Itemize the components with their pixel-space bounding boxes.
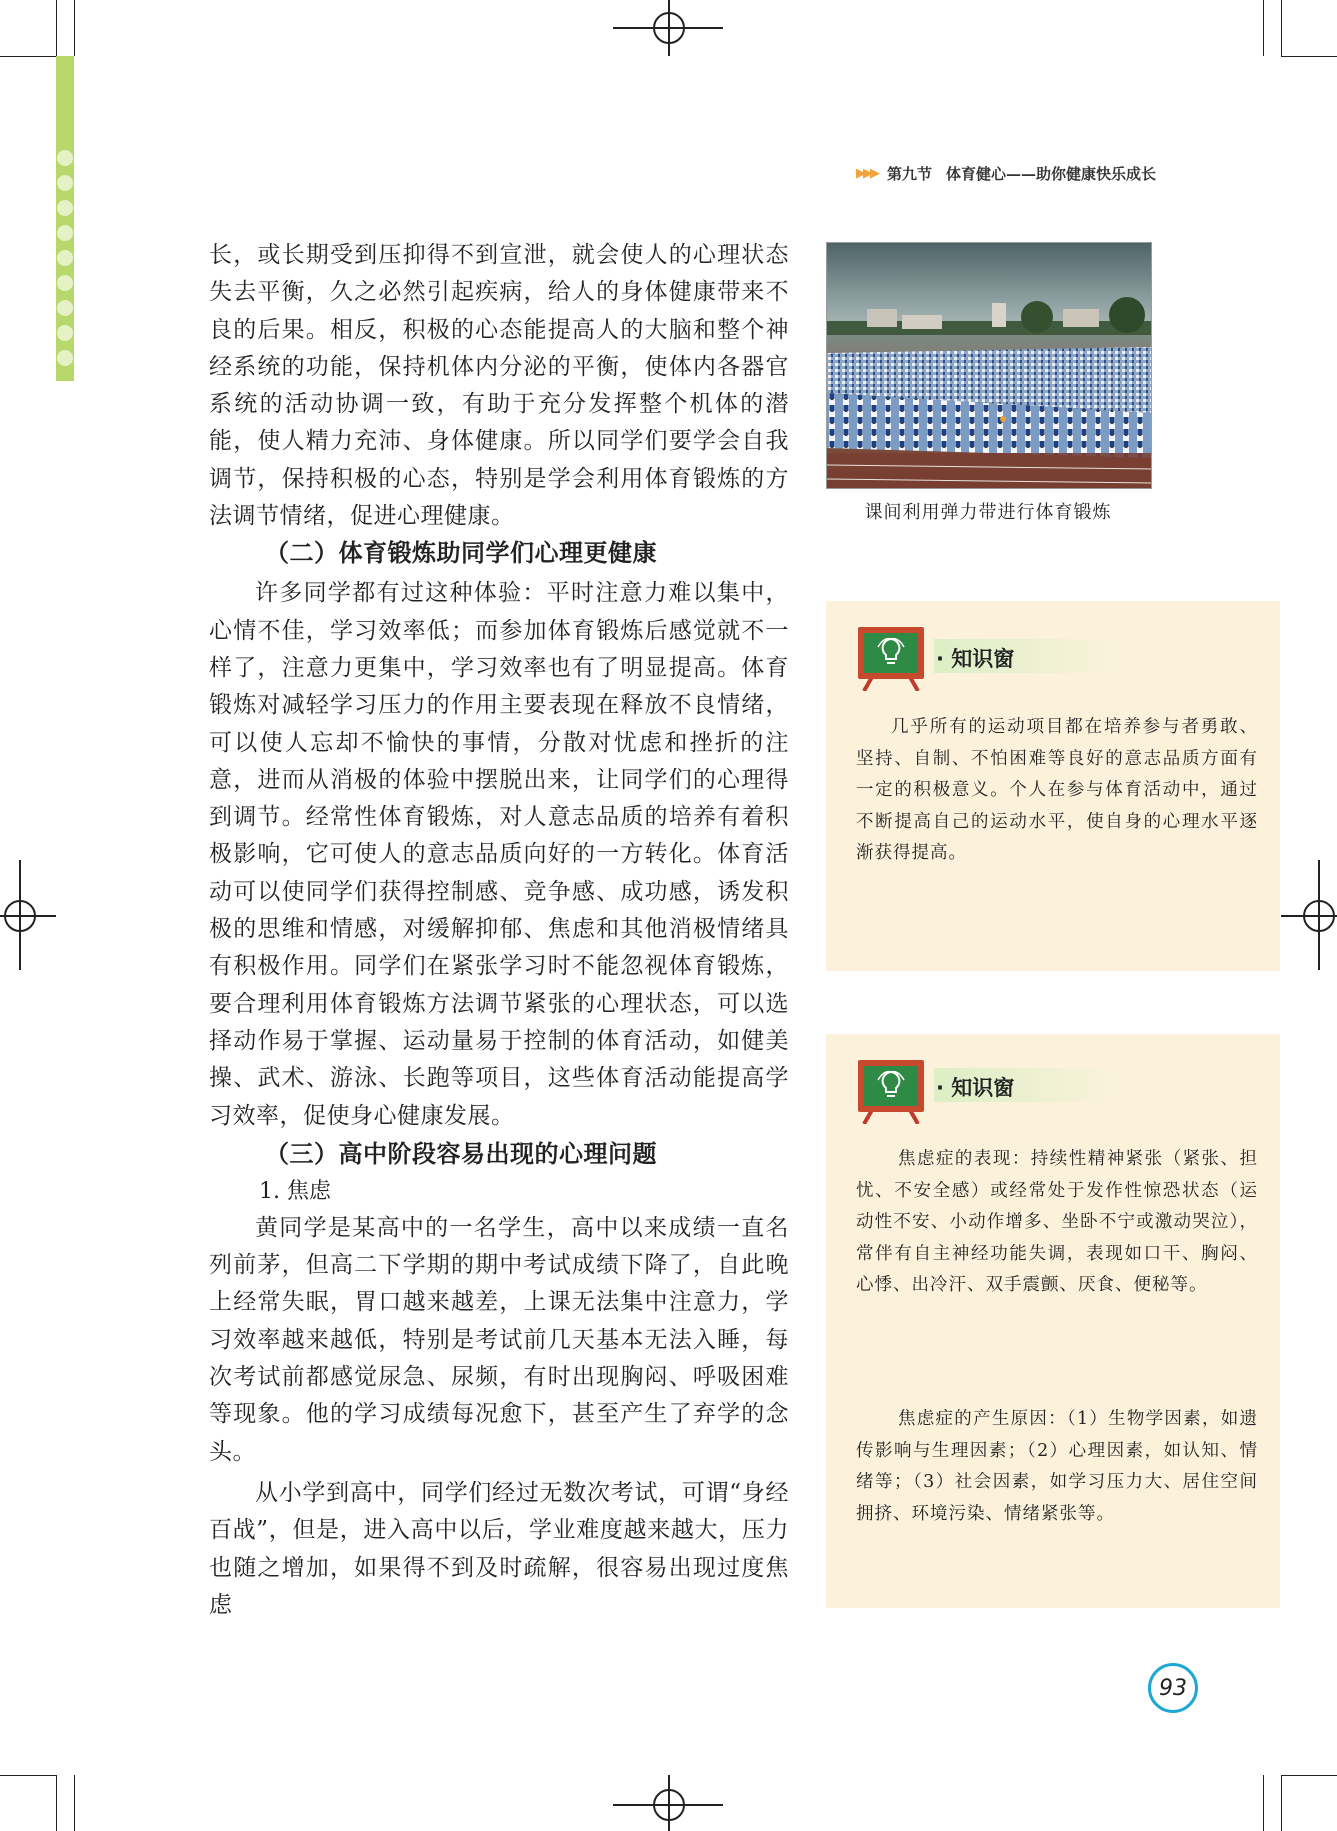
- chalkboard-lightbulb-icon: [856, 1058, 926, 1124]
- heading-3: （三）高中阶段容易出现的心理问题: [265, 1138, 657, 1168]
- paragraph-4: 从小学到高中，同学们经过无数次考试，可谓“身经百战”，但是，进入高中以后，学业难度越来越大，压力也随之增加，如果得不到及时疏解，很容易出现过度焦虑: [209, 1479, 789, 1618]
- exercise-photo: [826, 242, 1152, 489]
- paragraph-1: 长，或长期受到压抑得不到宣泄，就会使人的心理状态失去平衡，久之必然引起疾病，给人的身体健康带来不良的后果。相反，积极的心态能提高人的大脑和整个神经系统的功能，保持机体内分泌的平衡，使体内各器官系统的活动协调一致，有助于充分发挥整个机体的潜能，使人精力充沛、身体健康。所以同学们要学会自我调节，保持积极的心态，特别是学会利用体育锻炼的方法调节情绪，促进心理健康。: [209, 242, 789, 530]
- running-header: [856, 160, 1156, 186]
- knowledge-box-2: [826, 1034, 1280, 1608]
- knowledge-box-title: · 知识窗: [936, 647, 1015, 671]
- chalkboard-lightbulb-icon: [856, 625, 926, 691]
- knowledge-box-text: 几乎所有的运动项目都在培养参与者勇敢、坚持、自制、不怕困难等良好的意志品质方面有一定的积极意义。个人在参与体育活动中，通过不断提高自己的运动水平，使自身的心理水平逐渐获得提高。: [856, 717, 1258, 863]
- knowledge-box-title: · 知识窗: [936, 1076, 1015, 1100]
- section-number: 第九节: [887, 164, 933, 183]
- photo-caption: 课间利用弹力带进行体育锻炼: [864, 502, 1112, 523]
- page-number: 93: [1148, 1663, 1198, 1713]
- body-column: [209, 237, 789, 1624]
- anxiety-causes-text: 焦虑症的产生原因：（1）生物学因素，如遗传影响与生理因素；（2）心理因素，如认知、情绪等；（3）社会因素，如学习压力大、居住空间拥挤、环境污染、情绪紧张等。: [856, 1409, 1258, 1524]
- knowledge-box-1: [826, 601, 1280, 971]
- paragraph-2: 许多同学都有过这种体验：平时注意力难以集中，心情不佳，学习效率低；而参加体育锻炼后感觉就不一样了，注意力更集中，学习效率也有了明显提高。体育锻炼对减轻学习压力的作用主要表现在释放不良情绪，可以使人忘却不愉快的事情，分散对忧虑和挫折的注意，进而从消极的体验中摆脱出来，让同学们的心理得到调节。经常性体育锻炼，对人意志品质的培养有着积极影响，它可使人的意志品质向好的一方转化。体育活动可以使同学们获得控制感、竞争感、成功感，诱发积极的思维和情感，对缓解抑郁、焦虑和其他消极情绪具有积极作用。同学们在紧张学习时不能忽视体育锻炼，要合理利用体育锻炼方法调节紧张的心理状态，可以选择动作易于掌握、运动量易于控制的体育活动，如健美操、武术、游泳、长跑等项目，这些体育活动能提高学习效率，促使身心健康发展。: [209, 580, 789, 1129]
- triangle-arrows-icon: ▶▶▶: [856, 165, 877, 181]
- paragraph-3: 黄同学是某高中的一名学生，高中以来成绩一直名列前茅，但高二下学期的期中考试成绩下降了，自此晚上经常失眠，胃口越来越差，上课无法集中注意力，学习效率越来越低，特别是考试前几天基本无法入睡，每次考试前都感觉尿急、尿频，有时出现胸闷、呼吸困难等现象。他的学习成绩每况愈下，甚至产生了弃学的念头。: [209, 1214, 789, 1465]
- heading-2: （二）体育锻炼助同学们心理更健康: [265, 538, 657, 568]
- anxiety-symptoms-text: 焦虑症的表现：持续性精神紧张（紧张、担忧、不安全感）或经常处于发作性惊恐状态（运动性不安、小动作增多、坐卧不宁或激动哭泣），常伴有自主神经功能失调，表现如口干、胸闷、心悸、出冷汗、双手震颤、厌食、便秘等。: [856, 1149, 1258, 1295]
- item-1-heading: 1. 焦虑: [259, 1178, 331, 1204]
- section-title: 体育健心——助你健康快乐成长: [946, 164, 1157, 183]
